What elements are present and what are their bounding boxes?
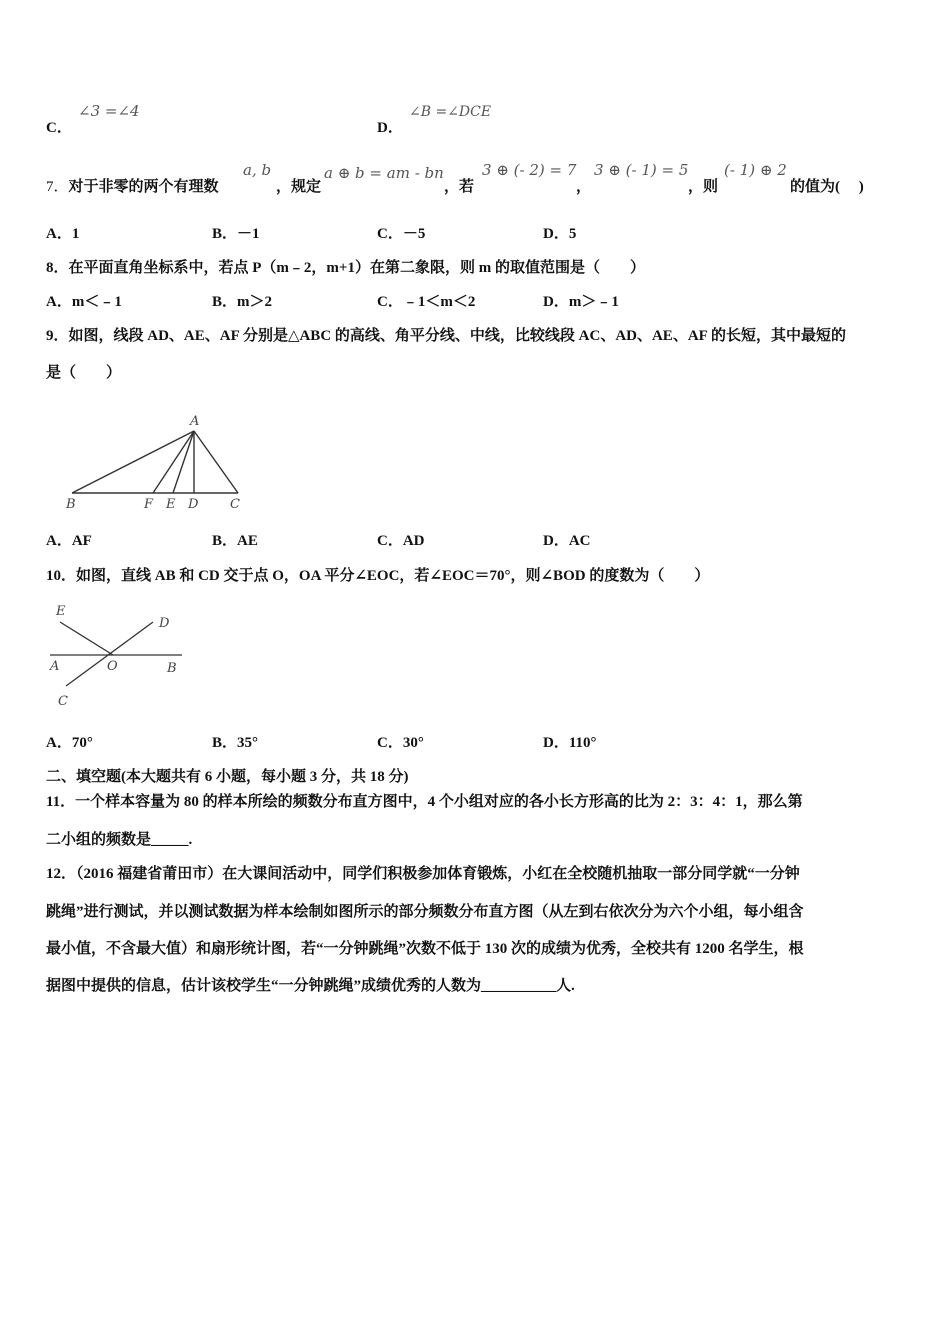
q7-option-d: D．5 [543,226,577,242]
q7-option-b: B．－1 [212,226,260,242]
q6-option-c-math: ∠3 =∠4 [78,102,140,120]
q10-label-a: A [50,659,60,674]
q10-label-c: C [58,694,68,709]
q10-intersecting-lines-figure [46,598,196,713]
q7-text-3: ，若 [444,179,475,195]
q8-option-d: D．m＞﹣1 [543,294,619,310]
q12-question-line-1: 12．（2016 福建省莆田市）在大课间活动中，同学们积极参加体育锻炼，小红在全校随机抽取一部分同学就“一分钟 [46,866,800,882]
q9-question-line-1: 9．如图，线段 AD、AE、AF 分别是△ABC 的高线、角平分线、中线，比较线段 AC、AD、AE、AF 的长短，其中最短的 [46,328,847,344]
q6-option-d-math: ∠B =∠DCE [409,104,492,120]
section-fill-in-heading: 二、填空题(本大题共有 6 小题，每小题 3 分，共 18 分) [46,769,409,785]
q7-text-1: 对于非零的两个有理数 [68,179,219,195]
q10-label-o: O [107,659,118,674]
q9-label-b: B [66,497,76,512]
q7-option-a: A．1 [46,226,80,242]
q6-option-c-label: C． [46,120,72,136]
q8-option-a: A．m＜﹣1 [46,294,122,310]
q9-label-d: D [188,497,199,512]
q9-option-b: B．AE [212,533,258,549]
q10-label-b: B [167,661,177,676]
q7-math-definition: a ⊕ b = am - bn [324,164,444,182]
q9-question-line-2: 是（ ） [46,365,122,381]
q10-label-e: E [56,604,66,619]
q9-option-d: D．AC [543,533,591,549]
q10-option-d: D．110° [543,735,597,751]
q8-option-b: B．m＞2 [212,294,273,310]
q9-label-a: A [190,414,200,429]
q10-option-c: C．30° [377,735,424,751]
q9-option-c: C．AD [377,533,425,549]
q9-option-a: A．AF [46,533,92,549]
q10-option-a: A．70° [46,735,93,751]
q7-text-6: 的值为( ) [790,179,864,195]
q7-question [46,175,219,196]
q7-text-2: ，规定 [276,179,322,195]
q9-triangle-figure [58,410,258,514]
q12-question-line-3: 最小值，不含最大值）和扇形统计图，若“一分钟跳绳”次数不低于 130 次的成绩为优秀，全校共有 1200 名学生，根 [46,941,804,957]
q8-option-c: C．﹣1＜m＜2 [377,294,476,310]
q10-option-b: B．35° [212,735,259,751]
q7-math-condition-2: 3 ⊕ (- 1) = 5 [594,161,689,179]
q7-math-target: (- 1) ⊕ 2 [724,161,787,179]
q7-number: 7． [46,179,69,195]
q6-option-d-label: D． [377,120,403,136]
q9-label-f: F [144,497,154,512]
q10-label-d: D [159,616,170,631]
q7-text-4: ， [576,179,592,195]
q11-question-line-2: 二小组的频数是_____. [46,832,193,848]
q7-text-5: ，则 [688,179,719,195]
q9-label-c: C [230,497,240,512]
q12-question-line-2: 跳绳”进行测试，并以测试数据为样本绘制如图所示的部分频数分布直方图（从左到右依次分为六个小组，每小组含 [46,904,804,920]
q7-math-condition-1: 3 ⊕ (- 2) = 7 [482,161,577,179]
q8-question: 8．在平面直角坐标系中，若点 P（m﹣2，m+1）在第二象限，则 m 的取值范围是（ ） [46,260,645,276]
q7-math-ab: a, b [243,161,272,179]
q12-question-line-4: 据图中提供的信息，估计该校学生“一分钟跳绳”成绩优秀的人数为__________人. [46,978,575,994]
q9-label-e: E [166,497,176,512]
q7-option-c: C．－5 [377,226,426,242]
q10-question: 10．如图，直线 AB 和 CD 交于点 O，OA 平分∠EOC，若∠EOC＝70°，则∠BOD 的度数为（ ） [46,568,710,584]
q11-question-line-1: 11．一个样本容量为 80 的样本所绘的频数分布直方图中，4 个小组对应的各小长方形高的比为 2：3：4：1，那么第 [46,794,803,810]
